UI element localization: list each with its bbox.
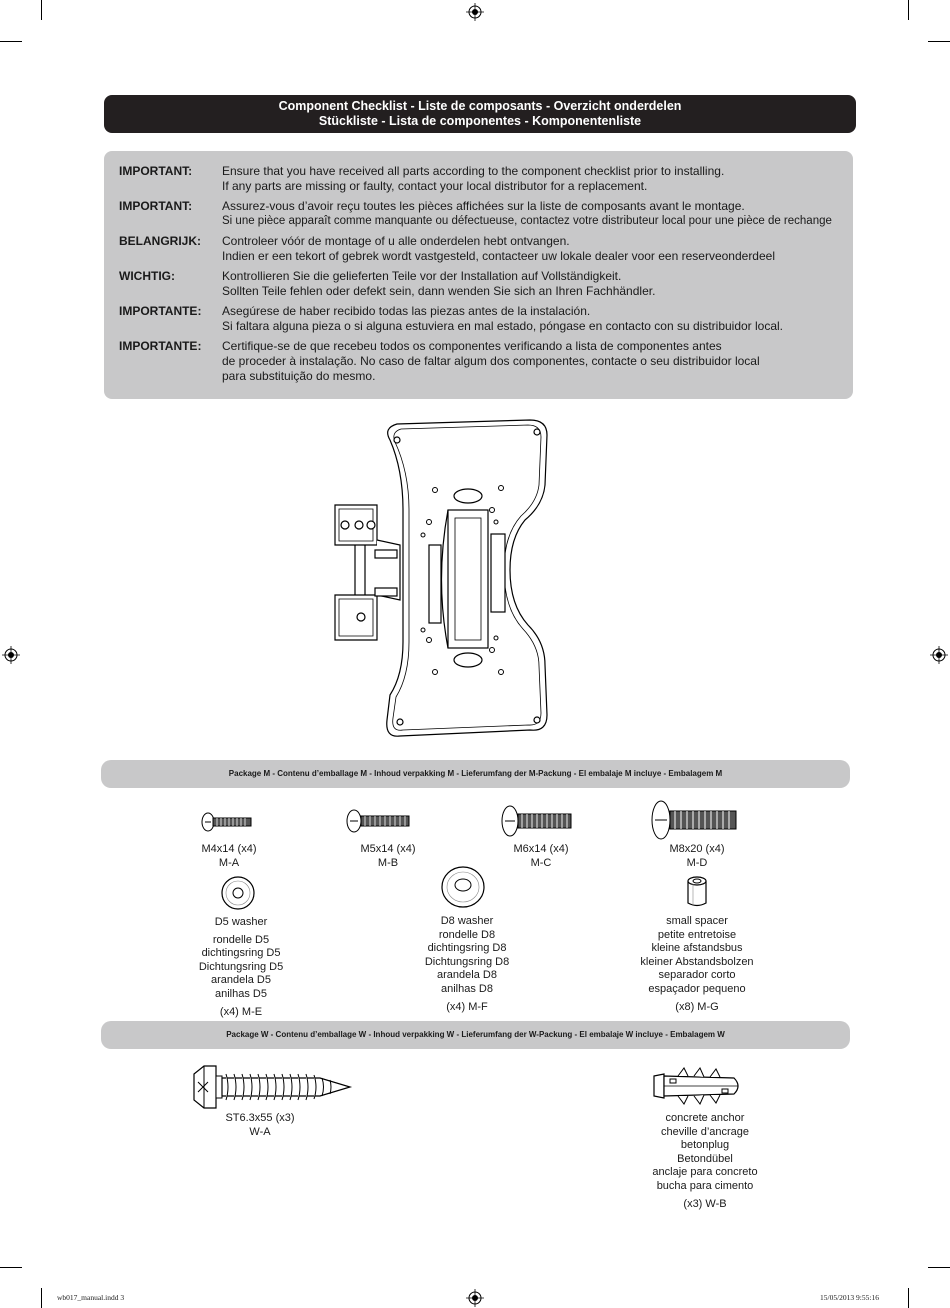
important-notice-box	[104, 151, 853, 399]
crop-mark	[908, 0, 909, 20]
part-size: M4x14 (x4)	[201, 843, 257, 855]
text-line: anilhas D5	[215, 987, 267, 1000]
text-line: espaçador pequeno	[648, 982, 746, 995]
text-line: cheville d’ancrage	[660, 1125, 750, 1138]
registration-mark-icon	[930, 646, 948, 664]
crop-mark	[0, 41, 22, 42]
important-label-en: IMPORTANT:	[119, 164, 193, 178]
screw-m-d-label	[647, 843, 747, 870]
crop-mark	[0, 1267, 22, 1268]
text-line: anclaje para concreto	[652, 1166, 758, 1178]
part-code: (x8) M-G	[675, 1001, 719, 1013]
text-line: Asegúrese de haber recibido todas las piezas antes de la instalación.	[222, 304, 591, 318]
washer-d5-label	[181, 916, 301, 1020]
text-line: anilhas D8	[441, 982, 493, 995]
washer-d8-icon	[440, 865, 486, 909]
part-size: M8x20 (x4)	[669, 843, 725, 855]
text-line: kleine afstandsbus	[651, 942, 743, 954]
header-line-2: Stückliste - Lista de componentes - Komponentenliste	[318, 114, 642, 128]
registration-mark-icon	[466, 1289, 484, 1307]
text-line: concrete anchor	[665, 1112, 745, 1124]
text-line: Si faltara alguna pieza o si alguna estuviera en mal estado, póngase en contacto con su distribuidor local.	[222, 319, 784, 333]
text-line: arandela D5	[211, 974, 271, 986]
spacer-label	[627, 915, 767, 1015]
washer-d8-label	[407, 915, 527, 1015]
text-line: kleiner Abstandsbolzen	[640, 955, 754, 968]
crop-mark	[908, 1288, 909, 1308]
screw-m6x14-icon	[500, 802, 575, 840]
text-line: dichtingsring D5	[201, 947, 281, 959]
concrete-anchor-label	[630, 1112, 780, 1212]
text-line: small spacer	[666, 915, 728, 927]
registration-mark-icon	[2, 646, 20, 664]
text-line: Dichtungsring D5	[198, 960, 284, 973]
text-line: Assurez-vous d’avoir reçu toutes les pièces affichées sur la liste de composants avant le montage.	[222, 199, 745, 213]
text-line: D8 washer	[440, 915, 494, 927]
part-code: (x4) M-E	[219, 1006, 263, 1018]
text-line: Betondübel	[677, 1152, 733, 1165]
text-line: Certifique-se de que recebeu todos os componentes verificando a lista de componentes antes	[222, 339, 722, 353]
text-line: petite entretoise	[657, 928, 737, 941]
lag-screw-icon	[190, 1062, 355, 1112]
text-line: Controleer vóór de montage of u alle onderdelen hebt ontvangen.	[222, 234, 570, 248]
package-w-header: Package W - Contenu d’emballage W - Inhoud verpakking W - Lieferumfang der W-Packung - El embalaje W incluye - Embalagem W	[101, 1021, 850, 1049]
text-line: rondelle D8	[438, 928, 496, 941]
part-code: M-B	[377, 856, 399, 869]
lag-screw-label	[210, 1112, 310, 1139]
screw-m-c-label	[491, 843, 591, 870]
text-line: betonplug	[680, 1139, 730, 1151]
important-label-fr: IMPORTANT:	[119, 199, 193, 213]
text-line: separador corto	[658, 969, 736, 981]
important-label-es: IMPORTANTE:	[119, 304, 202, 318]
screw-m-a-label	[179, 843, 279, 870]
part-size: ST6.3x55 (x3)	[225, 1112, 295, 1124]
concrete-anchor-icon	[650, 1066, 744, 1106]
header-line-1: Component Checklist - Liste de composants - Overzicht onderdelen	[278, 99, 682, 113]
important-label-pt: IMPORTANTE:	[119, 339, 202, 353]
part-size: M6x14 (x4)	[513, 843, 569, 855]
part-code: (x4) M-F	[446, 1001, 488, 1013]
text-line: rondelle D5	[212, 933, 270, 946]
text-line: D5 washer	[214, 916, 268, 928]
important-text-en	[222, 164, 724, 194]
text-line: arandela D8	[437, 969, 497, 981]
text-line: Ensure that you have received all parts according to the component checklist prior to installing.	[222, 164, 725, 178]
crop-mark	[41, 1288, 42, 1308]
screw-m8x20-icon	[650, 798, 740, 842]
footer-filename: wb017_manual.indd 3	[57, 1293, 125, 1302]
text-line: Dichtungsring D8	[424, 955, 510, 968]
important-text-fr	[222, 199, 832, 229]
important-text-es	[222, 304, 783, 334]
screw-m4x14-icon	[200, 810, 255, 834]
part-code: M-A	[218, 856, 240, 869]
checklist-header	[104, 95, 856, 133]
footer-timestamp: 15/05/2013 9:55:16	[820, 1293, 879, 1302]
important-text-de	[222, 269, 655, 299]
screw-m-b-label	[338, 843, 438, 870]
part-code: W-A	[249, 1125, 271, 1138]
crop-mark	[41, 0, 42, 20]
text-line: If any parts are missing or faulty, contact your local distributor for a replacement.	[222, 179, 648, 193]
part-code: (x3) W-B	[683, 1198, 727, 1210]
text-line: para substituição do mesmo.	[222, 369, 376, 383]
important-label-de: WICHTIG:	[119, 269, 175, 283]
text-line: Si une pièce apparaît comme manquante ou défectueuse, contactez votre distributeur local pour une pièce de rechange	[222, 215, 832, 227]
crop-mark	[928, 41, 950, 42]
part-code: M-C	[530, 856, 552, 869]
text-line: Kontrollieren Sie die gelieferten Teile vor der Installation auf Vollständigkeit.	[222, 269, 622, 283]
package-m-header: Package M - Contenu d’emballage M - Inhoud verpakking M - Lieferumfang der M-Packung - El embalaje M incluye - Embalagem M	[101, 760, 850, 788]
text-line: de proceder à instalação. No caso de faltar algum dos componentes, contacte o seu distribuidor local	[222, 354, 760, 368]
text-line: bucha para cimento	[656, 1179, 754, 1192]
registration-mark-icon	[466, 3, 484, 21]
spacer-icon	[686, 875, 708, 909]
part-size: M5x14 (x4)	[360, 843, 416, 855]
important-text-nl	[222, 234, 775, 264]
crop-mark	[928, 1267, 950, 1268]
screw-m5x14-icon	[345, 806, 413, 836]
part-code: M-D	[686, 856, 708, 869]
important-text-pt	[222, 339, 760, 384]
text-line: Indien er een tekort of gebrek wordt vastgesteld, contacteer uw lokale dealer voor een reserveonderdeel	[222, 249, 775, 263]
text-line: dichtingsring D8	[427, 942, 507, 954]
wall-bracket-illustration	[325, 410, 555, 745]
important-label-nl: BELANGRIJK:	[119, 234, 202, 248]
washer-d5-icon	[220, 875, 256, 911]
text-line: Sollten Teile fehlen oder defekt sein, dann wenden Sie sich an Ihren Fachhändler.	[222, 284, 656, 298]
